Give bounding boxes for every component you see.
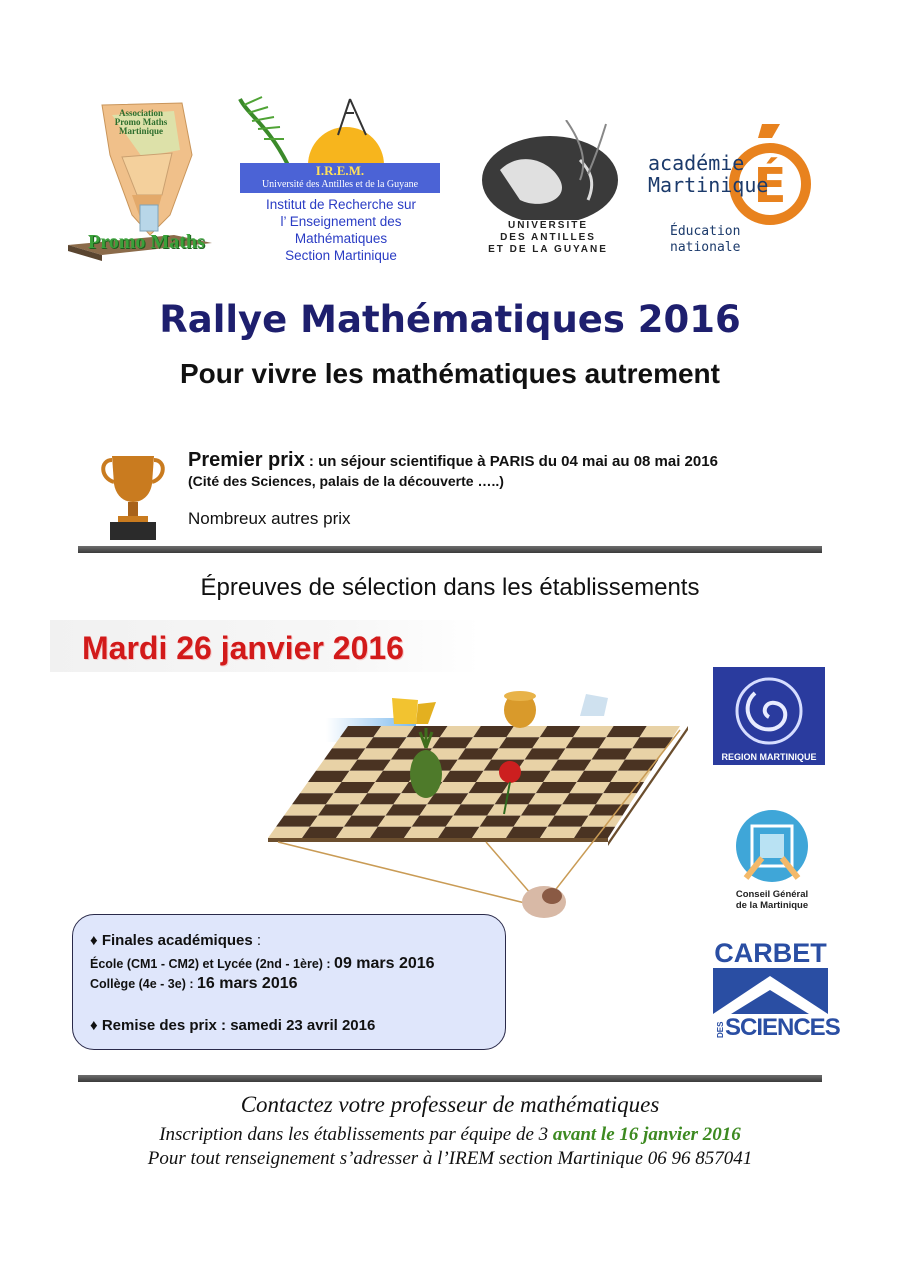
irem-line-4: Section Martinique [285, 248, 397, 263]
irem-logo [238, 95, 443, 265]
other-prizes: Nombreux autres prix [188, 509, 351, 528]
conseil-emblem [722, 808, 822, 888]
page-subtitle: Pour vivre les mathématiques autrement [180, 358, 720, 389]
prize-ceremony: ♦ Remise des prix : samedi 23 avril 2016 [90, 1017, 376, 1034]
irem-line-2: l’ Enseignement des [280, 214, 402, 229]
promo-assoc-text: Association Promo Maths Martinique [114, 108, 168, 136]
academie-logo [640, 120, 820, 265]
globe-icon [470, 120, 625, 220]
trophy-icon [98, 450, 168, 542]
inscription-line [0, 1124, 900, 1146]
conseil-line-1: Conseil Général [735, 889, 809, 900]
academie-line-3: Éducation [670, 224, 741, 239]
finals-college-label: Collège (4e - 3e) : [90, 977, 197, 991]
academie-letter: É [753, 158, 787, 214]
finals-title-sep: : [252, 932, 262, 949]
finals-title-text: ♦ Finales académiques [90, 932, 253, 949]
conseil-line-2: de la Martinique [735, 900, 809, 911]
contact-line: Contactez votre professeur de mathématiques [240, 1092, 660, 1117]
irem-description [246, 196, 436, 264]
divider [78, 1075, 822, 1082]
divider [78, 546, 822, 553]
irem-line-3: Mathématiques [294, 231, 388, 246]
inscription-deadline: avant le 16 janvier 2016 [552, 1124, 741, 1145]
page-title: Rallye Mathématiques 2016 [159, 298, 741, 341]
promo-maths-label: Promo Maths [88, 231, 205, 253]
finals-college [90, 975, 298, 993]
information-line: Pour tout renseignement s’adresser à l’IREM section Martinique 06 96 857041 [147, 1148, 753, 1169]
finals-ecole-date: 09 mars 2016 [334, 955, 435, 972]
prize-label: Premier prix [188, 449, 305, 471]
universite-line-1: UNIVERSITE [507, 220, 588, 231]
finals-ecole [90, 955, 435, 973]
inscription-text: Inscription dans les établissements par équipe de 3 [159, 1124, 553, 1145]
region-martinique-logo [713, 667, 825, 765]
academie-line-1: académie [648, 151, 745, 175]
universite-line-2: DES ANTILLES [500, 232, 596, 243]
carbet-bottom: SCIENCES [725, 1014, 840, 1041]
finals-title [90, 932, 261, 949]
education-nationale [670, 224, 740, 256]
prize-note: (Cité des Sciences, palais de la découverte …..) [188, 473, 504, 489]
carbet-sciences-logo [713, 938, 840, 1044]
region-emblem [729, 673, 809, 749]
academie-line-2: Martinique [648, 173, 769, 197]
irem-acronym: I.R.E.M. [315, 163, 365, 178]
finals-ecole-label: École (CM1 - CM2) et Lycée (2nd - 1ère) : [90, 957, 335, 971]
prize-line [188, 449, 718, 472]
region-text: REGION MARTINIQUE [721, 752, 817, 762]
universite-text [474, 220, 622, 256]
promo-maths-logo [62, 95, 237, 265]
universite-logo [470, 120, 625, 265]
selection-heading: Épreuves de sélection dans les établissements [200, 574, 700, 601]
carbet-small: DES [716, 1021, 725, 1038]
universite-line-3: ET DE LA GUYANE [488, 244, 608, 255]
finals-college-date: 16 mars 2016 [196, 975, 298, 992]
prize-detail: : un séjour scientifique à PARIS du 04 mai au 08 mai 2016 [304, 453, 718, 470]
academie-line-4: nationale [670, 240, 741, 255]
board-squares [268, 726, 680, 838]
conseil-general-logo [722, 808, 822, 914]
carbet-roof-icon [713, 968, 828, 1014]
academie-name [648, 152, 768, 196]
irem-university: Université des Antilles et de la Guyane [261, 179, 419, 190]
irem-line-1: Institut de Recherche sur [265, 197, 417, 212]
irem-band [240, 163, 440, 193]
carbet-top: CARBET [714, 938, 827, 968]
irem-emblem [238, 95, 443, 165]
chessboard-illustration [268, 690, 688, 930]
selection-date: Mardi 26 janvier 2016 [82, 630, 404, 666]
carbet-des [713, 1016, 725, 1040]
conseil-text [722, 889, 822, 911]
